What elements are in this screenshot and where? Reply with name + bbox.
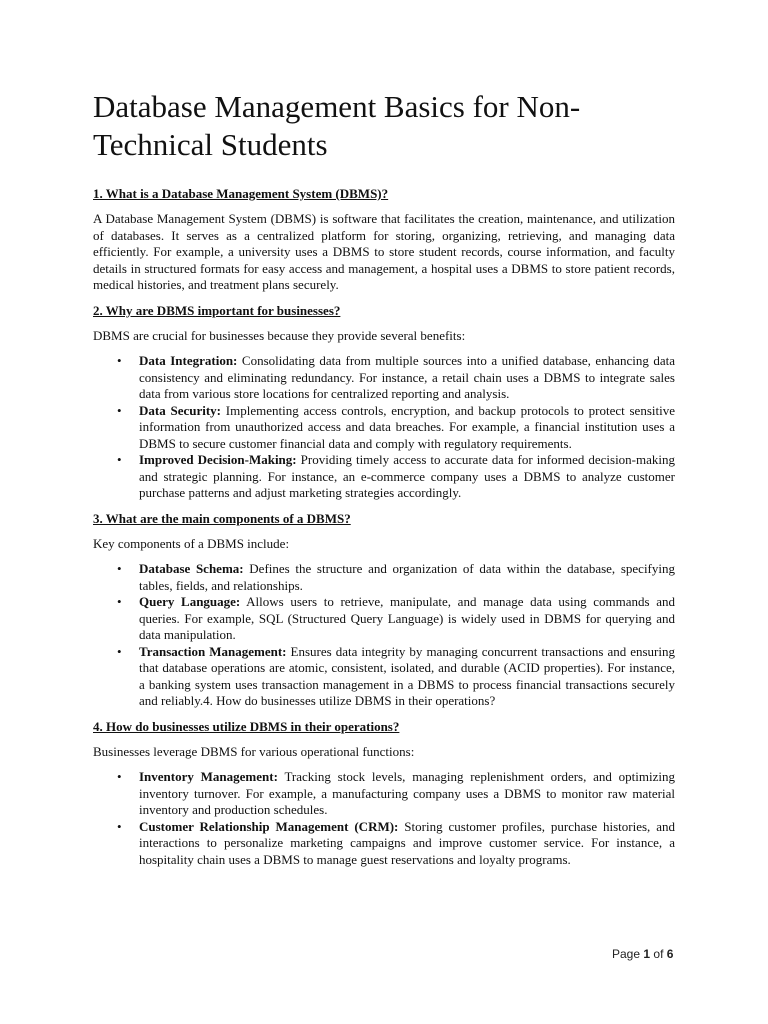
section-4-intro: Businesses leverage DBMS for various operational functions:: [93, 743, 415, 759]
list-item-term: Customer Relationship Management (CRM):: [139, 818, 399, 834]
list-item-text: Consolidating data from multiple sources into a unified database, enhancing data consistency and eliminating redundancy. For instance, a retail chain uses a DBMS to integrate sales data from various store locations for centralized reporting and analysis.: [139, 353, 676, 401]
list-item-text: Ensures data integrity by managing concurrent transactions and ensuring that database operations are atomic, consistent, isolated, and durable (ACID properties). For instance, a banking system uses transaction management in a DBMS to process financial transactions securely and reliably.4. How do businesses utilize DBMS in their operations?: [139, 643, 675, 708]
section-2-heading: 2. Why are DBMS important for businesses?: [93, 302, 341, 318]
list-item: [93, 403, 675, 453]
list-item-text: Storing customer profiles, purchase histories, and interactions to personalize marketing campaigns and improve customer service. For instance, a hospitality chain uses a DBMS to manage guest reservations and loyalty programs.: [139, 818, 675, 867]
list-item: [93, 561, 675, 594]
bullet-icon: •: [117, 643, 122, 659]
document-content: [93, 88, 675, 877]
list-item: [93, 452, 675, 502]
list-item-term: Database Schema:: [139, 561, 244, 576]
section-2-list: [93, 353, 675, 502]
bullet-icon: •: [117, 818, 122, 834]
list-item-term: Data Integration:: [139, 353, 238, 368]
list-item: [93, 594, 675, 644]
section-4-list: [93, 769, 675, 868]
section-4-heading: 4. How do businesses utilize DBMS in their operations?: [93, 718, 400, 734]
list-item-text: Implementing access controls, encryption, and backup protocols to protect sensitive information from unauthorized access and data breaches. For example, a financial institution uses a DBMS to secure customer financial data and comply with regulatory requirements.: [139, 402, 675, 451]
section-2-intro: DBMS are crucial for businesses because they provide several benefits:: [93, 327, 466, 343]
list-item-term: Improved Decision-Making:: [139, 452, 297, 467]
page-current: 1: [643, 947, 651, 961]
list-item-term: Transaction Management:: [139, 643, 287, 659]
bullet-icon: •: [117, 769, 122, 784]
list-item-text: Tracking stock levels, managing replenishment orders, and optimizing inventory turnover. For example, a manufacturing company uses a DBMS to monitor raw material inventory and production schedules.: [139, 769, 675, 817]
page-of: of: [653, 947, 664, 961]
document-title: Database Management Basics for Non-Technical Students: [93, 89, 581, 162]
list-item-text: Providing timely access to accurate data for informed decision-making and strategic planning. For instance, an e-commerce company uses a DBMS to analyze customer purchase patterns and adjust marketing strategies accordingly.: [139, 452, 676, 500]
list-item-text: Defines the structure and organization of data within the database, specifying tables, fields, and relationships.: [139, 561, 676, 593]
list-item-text: Allows users to retrieve, manipulate, and manage data using commands and queries. For example, SQL (Structured Query Language) is widely used in DBMS for querying and data manipulation.: [139, 594, 675, 642]
list-item-term: Inventory Management:: [139, 769, 278, 784]
bullet-icon: •: [117, 353, 122, 368]
section-1-paragraph: A Database Management System (DBMS) is software that facilitates the creation, maintenance, and utilization of databases. It serves as a centralized platform for storing, organizing, retrieving, and managing data efficiently. For example, a university uses a DBMS to store student records, course information, and faculty details in structured formats for easy access and management, a hospital uses a DBMS to store patient records, medical histories, and treatment plans securely.: [93, 211, 675, 292]
bullet-icon: •: [117, 594, 122, 609]
page-number: [612, 947, 673, 961]
section-1-heading: 1. What is a Database Management System (DBMS)?: [93, 186, 389, 201]
section-3-intro: Key components of a DBMS include:: [93, 535, 290, 551]
list-item: [93, 644, 675, 710]
section-3-list: [93, 561, 675, 710]
page-label: Page: [612, 947, 641, 961]
list-item-term: Data Security:: [139, 402, 222, 418]
section-3-heading: 3. What are the main components of a DBMS?: [93, 510, 351, 526]
list-item: [93, 769, 675, 819]
page-total: 6: [666, 947, 674, 961]
bullet-icon: •: [117, 452, 122, 467]
list-item: [93, 819, 675, 869]
bullet-icon: •: [117, 561, 122, 576]
bullet-icon: •: [117, 402, 122, 418]
list-item: [93, 353, 675, 403]
list-item-term: Query Language:: [139, 594, 241, 609]
